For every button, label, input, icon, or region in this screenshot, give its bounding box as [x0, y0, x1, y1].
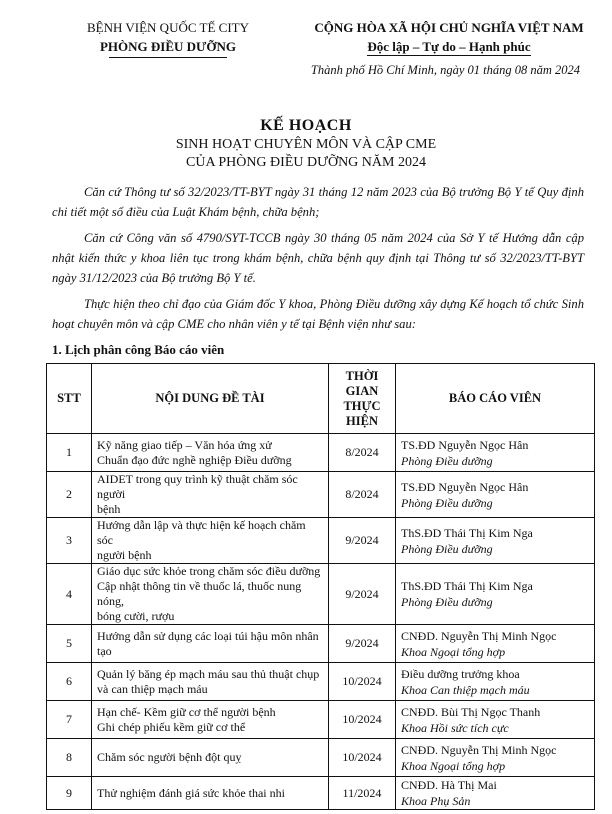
reporter-name: TS.ĐD Nguyễn Ngọc Hân	[401, 479, 529, 494]
cell-reporter	[396, 777, 595, 810]
reporter-name: TS.ĐD Nguyễn Ngọc Hân	[401, 437, 529, 452]
cell-stt: 7	[47, 701, 92, 739]
cell-time: 10/2024	[329, 663, 396, 701]
cell-reporter	[396, 472, 595, 518]
table-row	[47, 701, 595, 739]
reporter-name: ThS.ĐD Thái Thị Kim Nga	[401, 579, 533, 593]
implementation-paragraph: Thực hiện theo chỉ đạo của Giám đốc Y khoa, Phòng Điều dưỡng xây dựng Kế hoạch tổ chức Sinh hoạt chuyên môn và cập CME cho nhân viên y tế tại Bệnh viện như sau:	[52, 297, 584, 331]
issuer-underline	[109, 57, 227, 58]
reporter-unit: Phòng Điều dưỡng	[401, 453, 493, 468]
table-row	[47, 518, 595, 564]
reporter-name: CNĐD. Nguyễn Thị Minh Ngọc	[401, 628, 557, 643]
cell-time: 9/2024	[329, 518, 396, 564]
table-row	[47, 564, 595, 625]
cell-stt: 5	[47, 625, 92, 663]
document-subtitle-line2: CỦA PHÒNG ĐIỀU DƯỠNG NĂM 2024	[186, 155, 426, 170]
cell-stt: 1	[47, 434, 92, 472]
cell-topic	[92, 518, 329, 564]
hospital-name: BỆNH VIỆN QUỐC TẾ CITY	[86, 20, 249, 35]
topic-line: Hướng dẫn sử dụng các loại túi hậu môn nhân	[97, 628, 319, 643]
topic-line: bóng cười, rượu	[97, 609, 175, 623]
header-time: THỜI GIAN THỰC HIỆN	[329, 364, 396, 434]
topic-line: Quản lý băng ép mạch máu sau thủ thuật chụp	[97, 666, 320, 681]
department-name: PHÒNG ĐIỀU DƯỠNG	[99, 39, 237, 54]
cell-time: 9/2024	[329, 564, 396, 625]
reporter-unit: Khoa Can thiệp mạch máu	[401, 682, 530, 697]
topic-line: Chăm sóc người bệnh đột quỵ	[97, 750, 242, 764]
cell-topic	[92, 663, 329, 701]
topic-line: Thử nghiệm đánh giá sức khỏe thai nhi	[97, 785, 285, 800]
topic-line: Hạn chế- Kềm giữ cơ thể người bệnh	[97, 704, 276, 719]
cell-time: 10/2024	[329, 701, 396, 739]
topic-line: bệnh	[97, 502, 121, 516]
cell-time: 8/2024	[329, 434, 396, 472]
reporter-name: Điều dưỡng trưởng khoa	[401, 666, 520, 681]
legal-basis-paragraph-2: Căn cứ Công văn số 4790/SYT-TCCB ngày 30 tháng 05 năm 2024 của Sở Y tế Hướng dẫn cập nhật kiến thức y khoa liên tục trong khám bệnh, chữa bệnh quy định tại Thông tư số 32/2023/TT-BYT ngày 31/12/2023 của Bộ trưởng Bộ Y tế.	[52, 231, 584, 285]
section-heading: 1. Lịch phân công Báo cáo viên	[52, 342, 225, 357]
topic-line: Giáo dục sức khỏe trong chăm sóc điều dưỡng	[97, 564, 321, 578]
cell-topic	[92, 701, 329, 739]
reporter-unit: Khoa Ngoại tổng hợp	[401, 758, 506, 773]
cell-topic	[92, 564, 329, 625]
cell-topic	[92, 472, 329, 518]
cell-topic	[92, 739, 329, 777]
reporter-unit: Khoa Ngoại tổng hợp	[401, 644, 506, 659]
cell-reporter	[396, 518, 595, 564]
cell-time: 10/2024	[329, 739, 396, 777]
country-name: CỘNG HÒA XÃ HỘI CHỦ NGHĨA VIỆT NAM	[314, 20, 584, 35]
cell-stt: 6	[47, 663, 92, 701]
reporter-name: ThS.ĐD Thái Thị Kim Nga	[401, 525, 533, 540]
topic-line: và can thiệp mạch máu	[97, 681, 208, 696]
table-row	[47, 472, 595, 518]
reporter-name: CNĐD. Hà Thị Mai	[401, 778, 497, 792]
topic-line: Chuẩn đạo đức nghề nghiệp Điều dưỡng	[97, 452, 292, 467]
national-motto: Độc lập – Tự do – Hạnh phúc	[367, 39, 531, 54]
topic-line: tạo	[97, 643, 112, 658]
topic-line: Ghi chép phiếu kềm giữ cơ thể	[97, 719, 246, 734]
header-stt: STT	[47, 364, 92, 434]
document-date: Thành phố Hồ Chí Minh, ngày 01 tháng 08 năm 2024	[310, 63, 580, 77]
document-title: KẾ HOẠCH	[260, 117, 352, 134]
table-header-row	[47, 364, 595, 434]
cell-reporter	[396, 625, 595, 663]
cell-topic	[92, 625, 329, 663]
reporter-unit: Phòng Điều dưỡng	[401, 595, 493, 609]
table-row	[47, 434, 595, 472]
table-row	[47, 739, 595, 777]
table-row	[47, 777, 595, 810]
cell-time: 8/2024	[329, 472, 396, 518]
reporter-name: CNĐD. Nguyễn Thị Minh Ngọc	[401, 742, 557, 757]
document-subtitle-line1: SINH HOẠT CHUYÊN MÔN VÀ CẬP CME	[175, 137, 437, 152]
cell-stt: 4	[47, 564, 92, 625]
cell-reporter	[396, 739, 595, 777]
cell-time: 11/2024	[329, 777, 396, 810]
topic-line: Cập nhật thông tin về thuốc lá, thuốc nung nóng,	[97, 579, 302, 608]
national-header	[300, 18, 598, 56]
cell-topic	[92, 777, 329, 810]
header-reporter: BÁO CÁO VIÊN	[396, 364, 595, 434]
cell-time: 9/2024	[329, 625, 396, 663]
cell-stt: 3	[47, 518, 92, 564]
topic-line: Hướng dẫn lập và thực hiện kế hoạch chăm sóc	[97, 518, 306, 547]
topic-line: người bệnh	[97, 548, 152, 562]
reporter-unit: Khoa Hồi sức tích cực	[401, 720, 509, 735]
reporter-name: CNĐD. Bùi Thị Ngọc Thanh	[401, 704, 541, 719]
reporter-schedule-table	[46, 363, 595, 810]
legal-basis-paragraph-1: Căn cứ Thông tư số 32/2023/TT-BYT ngày 31 tháng 12 năm 2023 của Bộ trưởng Bộ Y tế Quy định chi tiết một số điều của Luật Khám bệnh, chữa bệnh;	[52, 185, 584, 219]
cell-stt: 2	[47, 472, 92, 518]
cell-reporter	[396, 434, 595, 472]
cell-reporter	[396, 564, 595, 625]
cell-stt: 8	[47, 739, 92, 777]
reporter-unit: Phòng Điều dưỡng	[401, 495, 493, 510]
cell-reporter	[396, 663, 595, 701]
table-row	[47, 625, 595, 663]
topic-line: Kỹ năng giao tiếp – Văn hóa ứng xử	[97, 437, 272, 452]
issuer-block	[58, 18, 278, 58]
cell-stt: 9	[47, 777, 92, 810]
cell-topic	[92, 434, 329, 472]
topic-line: AIDET trong quy trình kỹ thuật chăm sóc người	[97, 472, 298, 501]
cell-reporter	[396, 701, 595, 739]
header-topic: NỘI DUNG ĐỀ TÀI	[92, 364, 329, 434]
reporter-unit: Phòng Điều dưỡng	[401, 541, 493, 556]
table-row	[47, 663, 595, 701]
reporter-unit: Khoa Phụ Sản	[401, 794, 471, 808]
